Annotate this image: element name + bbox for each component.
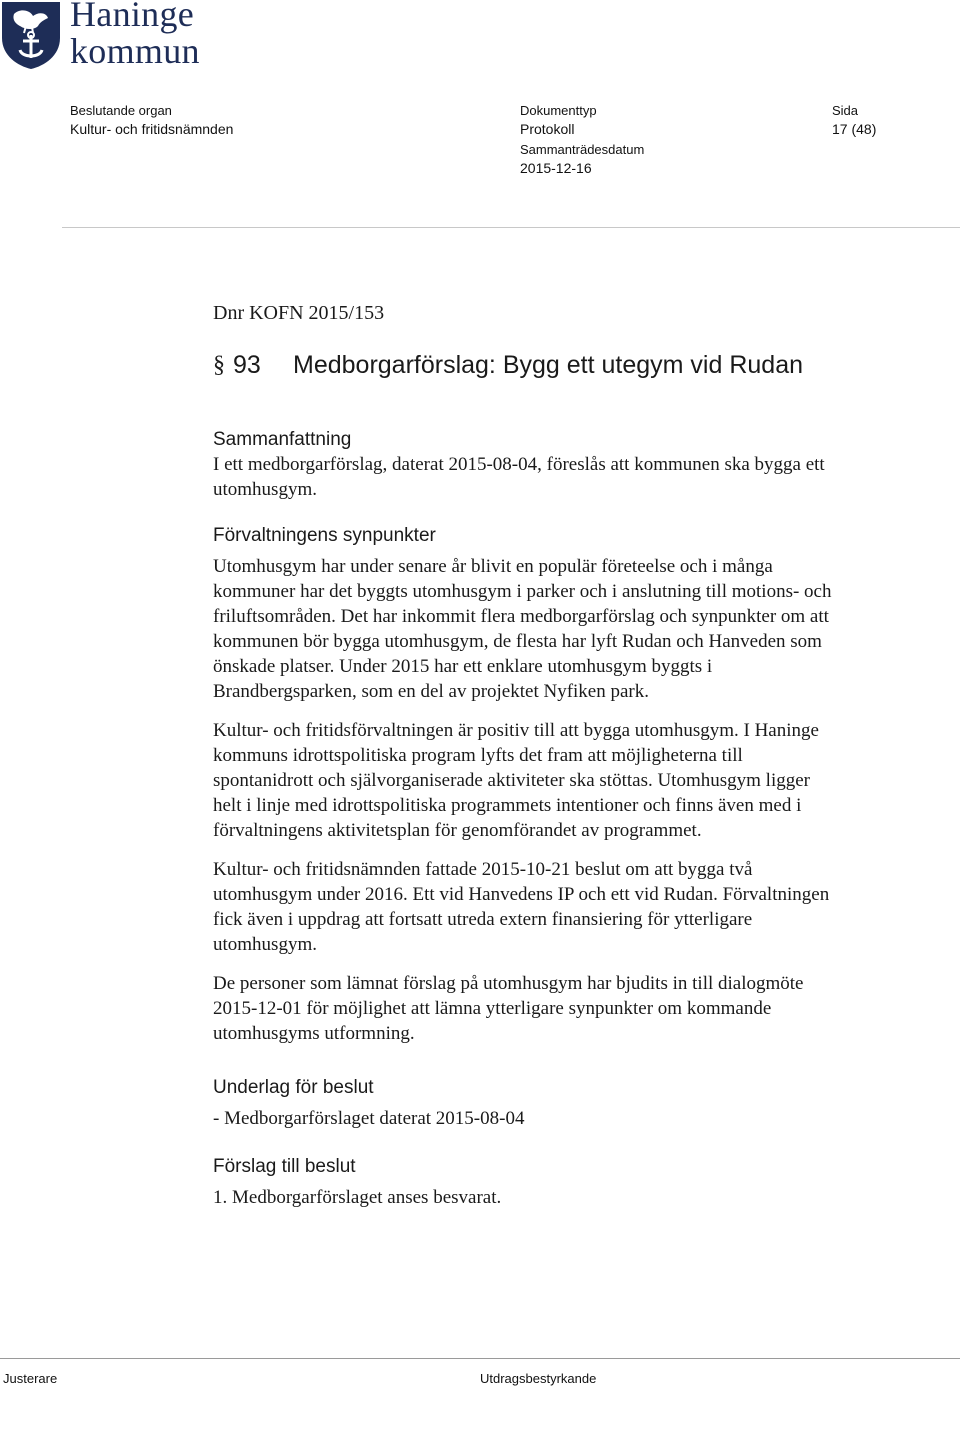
case-title: Medborgarförslag: Bygg ett utegym vid Rudan xyxy=(293,351,803,379)
document-type xyxy=(520,101,597,139)
decision-basis-section xyxy=(213,1076,833,1131)
coat-of-arms-icon xyxy=(0,0,62,70)
summary-heading: Sammanfattning xyxy=(213,429,352,450)
logo-line-2: kommun xyxy=(70,31,200,71)
decision-body-value: Kultur- och fritidsnämnden xyxy=(70,121,234,137)
administration-paragraph-4: De personer som lämnat förslag på utomhusgym har bjudits in till dialogmöte 2015-12-01 för möjlighet att lämna ytterligare synpunkter om kommande utomhusgyms utformning. xyxy=(213,973,804,1044)
administration-paragraph-1: Utomhusgym har under senare år blivit en populär företeelse och i många kommuner har det byggts utomhusgym i parker och i anslutning till motions- och friluftsområden. Det har inkommit flera medborgarförslag och synpunkter om att kommunen bör bygga utomhusgym, de flesta har lyft Rudan och Hanveden som önskade platser. Under 2015 har ett enklare utomhusgym byggts i Brandbergsparken, som en del av projektet Nyfiken park. xyxy=(213,556,832,702)
administration-section xyxy=(213,524,833,1046)
proposal-item: 1. Medborgarförslaget anses besvarat. xyxy=(213,1187,502,1208)
document-type-label: Dokumenttyp xyxy=(520,103,597,118)
decision-body-label: Beslutande organ xyxy=(70,103,172,118)
footer-divider xyxy=(0,1358,960,1359)
proposal-section xyxy=(213,1155,833,1210)
case-number: 93 xyxy=(233,351,261,379)
administration-paragraph-3: Kultur- och fritidsnämnden fattade 2015-10-21 beslut om att bygga två utomhusgym under 2016. Ett vid Hanvedens IP och ett vid Rudan. Förvaltningen fick även i uppdrag att fortsatt utreda extern finansiering för ytterligare utomhusgym. xyxy=(213,859,830,955)
proposal-heading: Förslag till beslut xyxy=(213,1156,356,1177)
meeting-date-value: 2015-12-16 xyxy=(520,160,592,176)
document-type-value: Protokoll xyxy=(520,121,575,137)
svg-text:§: § xyxy=(213,352,225,378)
header-divider xyxy=(62,227,960,228)
decision-basis-item: - Medborgarförslaget daterat 2015-08-04 xyxy=(213,1108,525,1129)
footer-adjuster: Justerare xyxy=(3,1371,58,1386)
logo-line-1: Haninge xyxy=(70,0,195,34)
summary-text: I ett medborgarförslag, daterat 2015-08-04, föreslås att kommunen ska bygga ett utomhusgym. xyxy=(213,454,825,500)
protocol-body xyxy=(213,300,833,1210)
meeting-date xyxy=(520,140,644,178)
case-heading xyxy=(213,350,833,414)
section-mark-icon xyxy=(213,352,227,378)
administration-heading: Förvaltningens synpunkter xyxy=(213,525,436,546)
decision-body xyxy=(70,101,233,139)
page-value: 17 (48) xyxy=(832,121,877,137)
footer-extract-certification: Utdragsbestyrkande xyxy=(480,1371,597,1386)
haninge-logo xyxy=(0,0,240,72)
page-info xyxy=(832,101,876,139)
meeting-date-label: Sammanträdesdatum xyxy=(520,142,645,157)
summary-section xyxy=(213,428,833,502)
decision-basis-heading: Underlag för beslut xyxy=(213,1077,374,1098)
administration-paragraph-2: Kultur- och fritidsförvaltningen är positiv till att bygga utomhusgym. I Haninge kommuns idrottspolitiska program lyfts det fram att möjligheterna till spontanidrott och självorganiserade aktiviteter ska stöttas. Utomhusgym ligger helt i linje med idrottspolitiska programmets intentioner och finns även med i förvaltningens aktivitetsplan för genomförandet av programmet. xyxy=(213,720,819,841)
page-label: Sida xyxy=(832,103,859,118)
case-reference: Dnr KOFN 2015/153 xyxy=(213,302,385,324)
